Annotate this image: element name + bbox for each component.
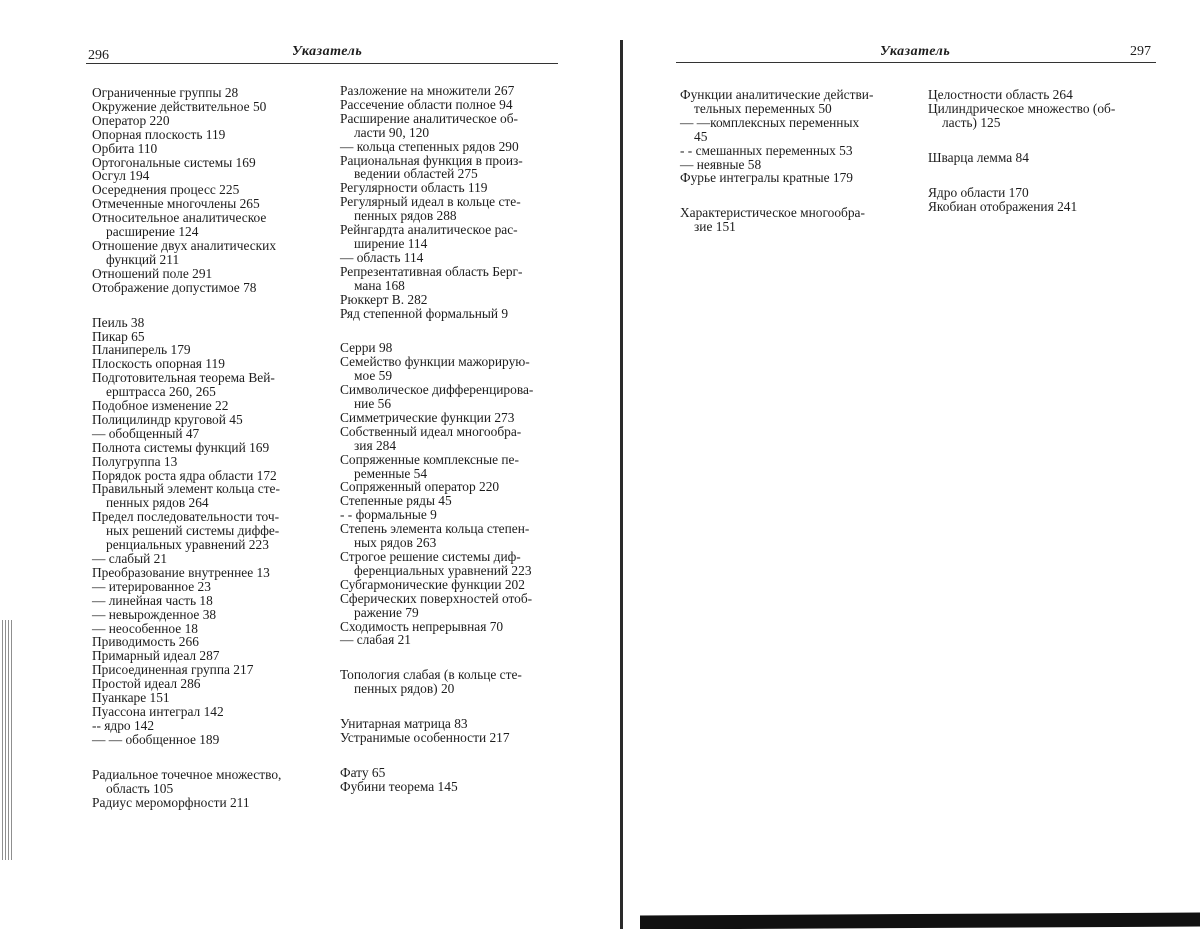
index-entry: Сеpри 98 xyxy=(340,340,393,356)
index-entry: Пеиль 38 xyxy=(92,314,145,330)
index-entry: Предел последовательности точ- ных решений системы диффе- ренциальных уравнений 223 xyxy=(92,509,280,553)
index-entry: Порядок роста ядра области 172 xyxy=(92,467,277,483)
index-entry: Относительное аналитическое расширение 124 xyxy=(92,210,267,240)
index-entry: Сопряженный оператор 220 xyxy=(340,479,500,495)
index-entry: Оператор 220 xyxy=(92,112,170,128)
index-entry: - - смешанных переменных 53 xyxy=(680,142,853,158)
index-entry: Символическое дифференцирова- ние 56 xyxy=(340,382,534,412)
left-running-head: Указатель xyxy=(292,44,363,59)
index-entry: Полнота системы функций 169 xyxy=(92,439,270,455)
index-entry: Приводимость 266 xyxy=(92,634,199,650)
index-entry: Степень элемента кольца степен- ных рядов 263 xyxy=(340,521,530,551)
index-entry: -- ядро 142 xyxy=(92,717,155,733)
index-entry: Опорная плоскость 119 xyxy=(92,126,226,142)
index-entry: Фурье интегралы кратные 179 xyxy=(680,170,853,186)
section-gap xyxy=(340,696,572,717)
index-entry: Субгармонические функции 202 xyxy=(340,576,525,592)
index-entry: Строгое решение системы диф- ференциальных уравнений 223 xyxy=(340,549,532,578)
index-entry: Разложение на множители 267 xyxy=(340,83,515,98)
left-header-rule xyxy=(86,63,558,64)
index-entry: — неявные 58 xyxy=(680,156,762,172)
index-entry: — линейная часть 18 xyxy=(92,592,213,608)
index-entry: Рассечение области полное 94 xyxy=(340,96,513,112)
index-entry: Плоскость опорная 119 xyxy=(92,356,225,372)
index-entry: Ряд степенной формальный 9 xyxy=(340,305,509,321)
index-entry: Симметрические функции 273 xyxy=(340,409,515,425)
index-entry: Ограниченные группы 28 xyxy=(92,85,239,100)
index-entry: Рейнгардта аналитическое рас- ширение 114 xyxy=(340,222,518,251)
index-entry: Отношений поле 291 xyxy=(92,265,213,281)
index-entry: Цилиндрическое множество (об- ласть) 125 xyxy=(928,100,1116,130)
page-bottom-edge-shadow xyxy=(640,913,1200,929)
index-entry: Примарный идеал 287 xyxy=(92,648,220,664)
index-entry: Полугруппа 13 xyxy=(92,453,178,469)
index-entry: Репрезентативная область Берг- мана 168 xyxy=(340,263,523,293)
index-entry: Простой идеал 286 xyxy=(92,676,201,692)
index-entry: Регулярный идеал в кольце сте- пенных рядов 288 xyxy=(340,194,521,224)
index-entry: Правильный элемент кольца сте- пенных рядов 264 xyxy=(92,481,280,511)
index-entry: - - формальные 9 xyxy=(340,507,437,523)
section-gap xyxy=(340,320,572,341)
index-entry: Пуанкаре 151 xyxy=(92,690,170,706)
index-entry: Подготовительная теорема Вей- ерштрасса 260, 265 xyxy=(92,370,275,400)
left-page-number: 296 xyxy=(88,48,109,63)
index-entry: Осереднения процесс 225 xyxy=(92,182,240,198)
section-gap xyxy=(928,165,1160,186)
index-entry: Рациональная функция в произ- ведении областей 275 xyxy=(340,152,523,182)
index-entry: Фубини теорема 145 xyxy=(340,778,458,794)
index-entry: Функции аналитические действи- тельных переменных 50 xyxy=(680,87,874,116)
index-entry: Пикар 65 xyxy=(92,328,145,344)
index-entry: Ортогональные системы 169 xyxy=(92,154,256,170)
index-entry: Ядро области 170 xyxy=(928,184,1029,200)
index-entry: — неособенное 18 xyxy=(92,620,198,636)
section-gap xyxy=(92,295,332,316)
left-page-column-2 xyxy=(340,84,572,794)
index-entry: Сферических поверхностей отоб- ражение 79 xyxy=(340,590,533,620)
index-entry: Целостности область 264 xyxy=(928,87,1073,102)
index-entry: Сходимость непрерывная 70 xyxy=(340,618,504,634)
index-entry: Отображение допустимое 78 xyxy=(92,279,257,295)
section-gap xyxy=(92,747,332,768)
section-gap xyxy=(680,185,910,206)
index-entry: Отмеченные многочлены 265 xyxy=(92,196,260,212)
index-entry: Радиальное точечное множество, область 105 xyxy=(92,766,282,796)
index-entry: — кольца степенных рядов 290 xyxy=(340,138,519,154)
index-entry: — —комплексных переменных 45 xyxy=(680,114,860,144)
index-entry: Собственный идеал многообра- зия 284 xyxy=(340,423,522,453)
index-entry: — невырожденное 38 xyxy=(92,606,217,622)
page-edge-shadow xyxy=(2,620,12,860)
right-page-column-1 xyxy=(680,88,910,234)
index-entry: Устранимые особенности 217 xyxy=(340,730,510,746)
index-entry: Рюккерт В. 282 xyxy=(340,291,428,307)
section-gap xyxy=(340,745,572,766)
book-binding-gutter xyxy=(620,40,623,929)
index-entry: Унитарная матрица 83 xyxy=(340,716,468,732)
index-entry: — область 114 xyxy=(340,249,424,265)
index-entry: Присоединенная группа 217 xyxy=(92,662,254,678)
index-entry: Подобное изменение 22 xyxy=(92,398,229,414)
index-entry: — слабая 21 xyxy=(340,632,411,648)
index-entry: — обобщенный 47 xyxy=(92,425,200,441)
index-entry: Шварца лемма 84 xyxy=(928,149,1029,165)
index-entry: Радиус мероморфности 211 xyxy=(92,794,250,810)
index-entry: Степенные ряды 45 xyxy=(340,493,452,509)
index-entry: Якобиан отображения 241 xyxy=(928,198,1078,214)
index-entry: Пуассона интеграл 142 xyxy=(92,703,224,719)
index-entry: Осгул 194 xyxy=(92,168,150,184)
index-entry: — итерированное 23 xyxy=(92,578,211,594)
index-entry: Орбита 110 xyxy=(92,140,158,156)
index-entry: Характеристическое многообра- зие 151 xyxy=(680,205,865,235)
right-running-head: Указатель xyxy=(880,44,951,59)
right-header-rule xyxy=(676,62,1156,63)
index-entry: Фату 65 xyxy=(340,764,386,780)
index-entry: Преобразование внутреннее 13 xyxy=(92,564,270,580)
left-page-column-1 xyxy=(92,86,332,809)
index-entry: Планиперель 179 xyxy=(92,342,191,358)
index-entry: Окружение действительное 50 xyxy=(92,98,267,114)
index-entry: Полицилиндр круговой 45 xyxy=(92,411,243,427)
index-entry: Сопряженные комплексные пе- ременные 54 xyxy=(340,451,519,481)
index-entry: Семейство функции мажорирую- мое 59 xyxy=(340,354,530,384)
index-entry: — — обобщенное 189 xyxy=(92,731,220,747)
index-entry: Отношение двух аналитических функций 211 xyxy=(92,237,277,267)
index-entry: Топология слабая (в кольце сте- пенных рядов) 20 xyxy=(340,667,522,697)
right-page-column-2 xyxy=(928,88,1160,213)
index-entry: — слабый 21 xyxy=(92,551,168,566)
right-page-number: 297 xyxy=(1130,44,1151,59)
index-entry: Регулярности область 119 xyxy=(340,180,488,196)
index-entry: Расширение аналитическое об- ласти 90, 120 xyxy=(340,110,519,140)
section-gap xyxy=(928,130,1160,151)
section-gap xyxy=(340,647,572,668)
